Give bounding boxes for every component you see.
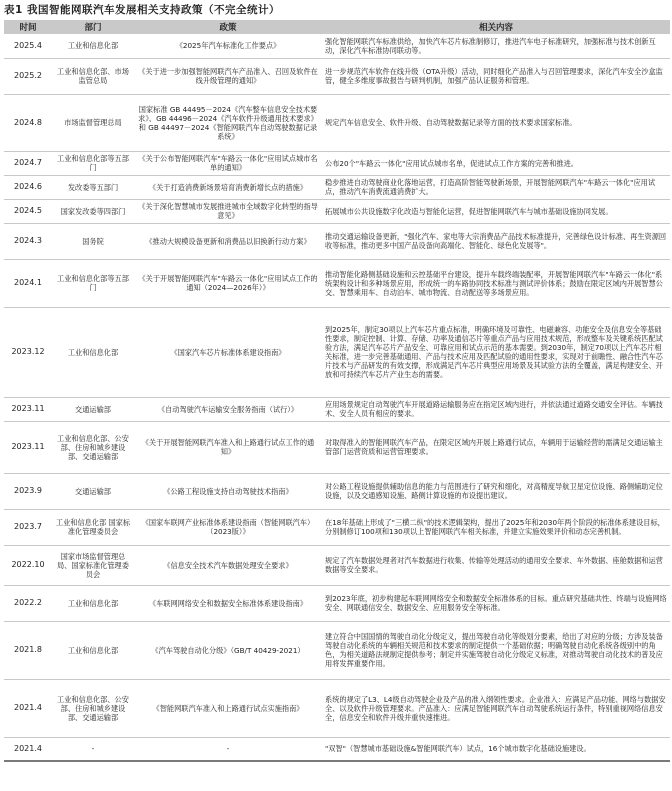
cell-content: 推动智能化路侧基础设施和云控基础平台建设，提升车载终端装配率，开展智能网联汽车"车路云一体化"系统架构设计和多种场景应用，形成统一的车路协同技术标准与测试评价体系；鼓励在限定区域内开展智慧公交、智慧乘用车、自动泊车、城市物流、自动配送等多场景应用。 [322, 259, 670, 307]
cell-time: 2025.4 [4, 34, 52, 58]
cell-time: 2024.3 [4, 223, 52, 259]
table-row [4, 58, 670, 94]
table-row [4, 621, 670, 679]
cell-time: 2024.5 [4, 199, 52, 223]
cell-content: 进一步规范汽车软件在线升级（OTA升级）活动，同时细化产品准入与召回管理要求，深化汽车安全沙盒监管，健全多维度事故报告与研判机制，加强产品认证服务和管理。 [322, 58, 670, 94]
table-row [4, 545, 670, 585]
cell-time: 2024.1 [4, 259, 52, 307]
cell-policy: 《关于进一步加强智能网联汽车产品准入、召回及软件在线升级管理的通知》 [134, 58, 322, 94]
cell-time: 2021.4 [4, 737, 52, 761]
cell-dept: 工业和信息化部、市场监管总局 [52, 58, 134, 94]
cell-content: "双智"（智慧城市基础设施&智能网联汽车）试点，16个城市数字化基础设施建设。 [322, 737, 670, 761]
cell-dept: 工业和信息化部 [52, 307, 134, 397]
table-row [4, 259, 670, 307]
table-row [4, 421, 670, 473]
table-row [4, 34, 670, 58]
cell-time: 2022.2 [4, 585, 52, 621]
cell-time: 2023.11 [4, 397, 52, 421]
cell-time: 2025.2 [4, 58, 52, 94]
table-row [4, 199, 670, 223]
cell-content: 建立符合中国国情的驾驶自动化分级定义，提出驾驶自动化等级划分要素，给出了对应的分级；方涉及装备驾驶自动化系统的车辆相关规范和技术要求的制定提供一个基础依据；明确驾驶自动化系统各级别中的角色，为相关道路法规制定提供参考；制定并实施驾驶自动化分级定义标准，对推动驾驶自动化技术的普及应用将发挥重要作用。 [322, 621, 670, 679]
cell-time: 2021.4 [4, 679, 52, 737]
cell-content: 对公路工程设施提供辅助信息的能力与范围进行了研究和细化，对高精度导航卫星定位设施、路侧辅助定位设施，以及交通感知设施、路侧计算设施的布设提出建议。 [322, 473, 670, 509]
cell-policy: 《国家汽车芯片标准体系建设指南》 [134, 307, 322, 397]
header-time: 时间 [4, 20, 52, 34]
cell-dept: 国家市场监督管理总局、国家标准化管理委员会 [52, 545, 134, 585]
cell-policy: 国家标准 GB 44495－2024《汽车整车信息安全技术要求》、GB 44496－2024《汽车软件升级通用技术要求》和 GB 44497－2024《智能网联汽车自动驾驶数据记录系统》 [134, 94, 322, 151]
table-row [4, 473, 670, 509]
table-row [4, 94, 670, 151]
cell-dept: 工业和信息化部 国家标准化管理委员会 [52, 509, 134, 545]
table-row [4, 397, 670, 421]
header-content: 相关内容 [322, 20, 670, 34]
cell-time: 2023.9 [4, 473, 52, 509]
table-row [4, 175, 670, 199]
table-row [4, 737, 670, 761]
cell-policy: 《2025年汽车标准化工作要点》 [134, 34, 322, 58]
cell-content: 稳步推进自动驾驶商业化落地运营，打造高阶智能驾驶新场景，开展智能网联汽车"车路云一体化"应用试点，推动汽车消费流通消费扩大。 [322, 175, 670, 199]
cell-content: 规定了汽车数据处理者对汽车数据进行收集、传输等处理活动的通用安全要求、车外数据、座舱数据和运营数据等安全要求。 [322, 545, 670, 585]
table-row [4, 509, 670, 545]
cell-dept: 发改委等五部门 [52, 175, 134, 199]
policy-table [4, 20, 670, 762]
cell-time: 2023.7 [4, 509, 52, 545]
header-policy: 政策 [134, 20, 322, 34]
table-row [4, 585, 670, 621]
cell-content: 拓展城市公共设施数字化改造与智能化运营，促进智能网联汽车与城市基础设施协同发展。 [322, 199, 670, 223]
cell-time: 2023.12 [4, 307, 52, 397]
cell-content: 应用场景规定自动驾驶汽车开展道路运输服务应在指定区域内进行，并依法通过道路交通安全评估。车辆技术、安全人员有相应的要求。 [322, 397, 670, 421]
table-row [4, 679, 670, 737]
cell-content: 公布20个"车路云一体化"应用试点城市名单，促进试点工作方案的完善和推进。 [322, 151, 670, 175]
cell-content: 对取得准入的智能网联汽车产品，在限定区域内开展上路通行试点，车辆用于运输经营的需满足交通运输主管部门运营资质和运营管理要求。 [322, 421, 670, 473]
table-caption: 表1 我国智能网联汽车发展相关支持政策（不完全统计） [4, 4, 280, 16]
cell-dept: 工业和信息化部 [52, 585, 134, 621]
cell-time: 2021.8 [4, 621, 52, 679]
cell-policy: 《推动大规模设备更新和消费品以旧换新行动方案》 [134, 223, 322, 259]
cell-policy: 《关于深化智慧城市发展推进城市全域数字化转型的指导意见》 [134, 199, 322, 223]
cell-policy: 《关于开展智能网联汽车准入和上路通行试点工作的通知》 [134, 421, 322, 473]
cell-time: 2022.10 [4, 545, 52, 585]
cell-dept: 工业和信息化部等五部门 [52, 259, 134, 307]
header-dept: 部门 [52, 20, 134, 34]
cell-content: 到2023年底，初步构建起车联网网络安全和数据安全标准体系的目标。重点研究基础共性、终端与设施网络安全、网联通信安全、数据安全、应用服务安全等标准。 [322, 585, 670, 621]
cell-time: 2023.11 [4, 421, 52, 473]
table-row [4, 307, 670, 397]
cell-dept: 工业和信息化部、公安部、住房和城乡建设部、交通运输部 [52, 421, 134, 473]
cell-dept: 工业和信息化部、公安部、住房和城乡建设部、交通运输部 [52, 679, 134, 737]
cell-content: 系统的规定了L3、L4级自动驾驶企业及产品的准入纲领性要求。企业准入：应满足产品功能、网络与数据安全、以及软件升级管理要求。产品准入：应满足智能网联汽车自动驾驶系统运行条件，特别重视网络信息安全，信息安全和软件升级并重快速推进。 [322, 679, 670, 737]
table-row [4, 223, 670, 259]
cell-dept: - [52, 737, 134, 761]
cell-policy: 《智能网联汽车准入和上路通行试点实施指南》 [134, 679, 322, 737]
cell-content: 推动交通运输设备更新，"强化汽车、家电等大宗消费品产品技术标准提升，完善绿色设计标准、再生资源回收等标准，推动更多中国产品设备向高端化、智能化、绿色化发展等"。 [322, 223, 670, 259]
cell-dept: 国务院 [52, 223, 134, 259]
cell-time: 2024.7 [4, 151, 52, 175]
cell-dept: 市场监督管理总局 [52, 94, 134, 151]
cell-dept: 工业和信息化部 [52, 621, 134, 679]
cell-time: 2024.6 [4, 175, 52, 199]
cell-policy: - [134, 737, 322, 761]
header-row [4, 20, 670, 34]
cell-content: 到2025年，制定30项以上汽车芯片重点标准，明确环境及可靠性、电磁兼容、功能安全及信息安全等基础性要求，制定控制、计算、存储、功率及通信芯片等重点产品与应用技术规范，形成整车及关键系统匹配试验方法，满足汽车芯片产品安全、可靠应用和试点示范的基本需要。到2030年，制定70项以上汽车芯片相关标准，进一步完善基础通用、产品与技术应用及匹配试验的通用性要求，实现对于前瞻性、融合性汽车芯片技术与产品研发的有效支撑，形成满足汽车芯片典型应用场景及其试验方法的全覆盖，满足构建安全、开放和可持续汽车芯片产业生态的需要。 [322, 307, 670, 397]
cell-time: 2024.8 [4, 94, 52, 151]
cell-content: 规定汽车信息安全、软件升级、自动驾驶数据记录等方面的技术要求国家标准。 [322, 94, 670, 151]
cell-policy: 《自动驾驶汽车运输安全服务指南（试行）》 [134, 397, 322, 421]
cell-dept: 工业和信息化部 [52, 34, 134, 58]
cell-content: 在18年基础上形成了"三横二纵"的技术逻辑架构，提出了2025年和2030年两个阶段的标准体系建设目标，分别制修订100项和130项以上智能网联汽车相关标准，并建立实施效果评价和动态完善机制。 [322, 509, 670, 545]
cell-policy: 《关于打造消费新场景培育消费新增长点的措施》 [134, 175, 322, 199]
cell-dept: 交通运输部 [52, 397, 134, 421]
cell-policy: 《信息安全技术汽车数据处理安全要求》 [134, 545, 322, 585]
cell-dept: 工业和信息化部等五部门 [52, 151, 134, 175]
cell-policy: 《汽车驾驶自动化分级》（GB/T 40429-2021） [134, 621, 322, 679]
cell-policy: 《车联网网络安全和数据安全标准体系建设指南》 [134, 585, 322, 621]
cell-policy: 《公路工程设施支持自动驾驶技术指南》 [134, 473, 322, 509]
cell-dept: 交通运输部 [52, 473, 134, 509]
cell-content: 强化智能网联汽车标准供给，加快汽车芯片标准制修订，推进汽车电子标准研究，加强标准与技术创新互动，深化汽车标准协同联动等。 [322, 34, 670, 58]
cell-dept: 国家发改委等四部门 [52, 199, 134, 223]
table-row [4, 151, 670, 175]
cell-policy: 《关于公布智能网联汽车"车路云一体化"应用试点城市名单的通知》 [134, 151, 322, 175]
cell-policy: 《国家车联网产业标准体系建设指南（智能网联汽车）（2023版）》 [134, 509, 322, 545]
cell-policy: 《关于开展智能网联汽车"车路云一体化"应用试点工作的通知（2024—2026年）》 [134, 259, 322, 307]
